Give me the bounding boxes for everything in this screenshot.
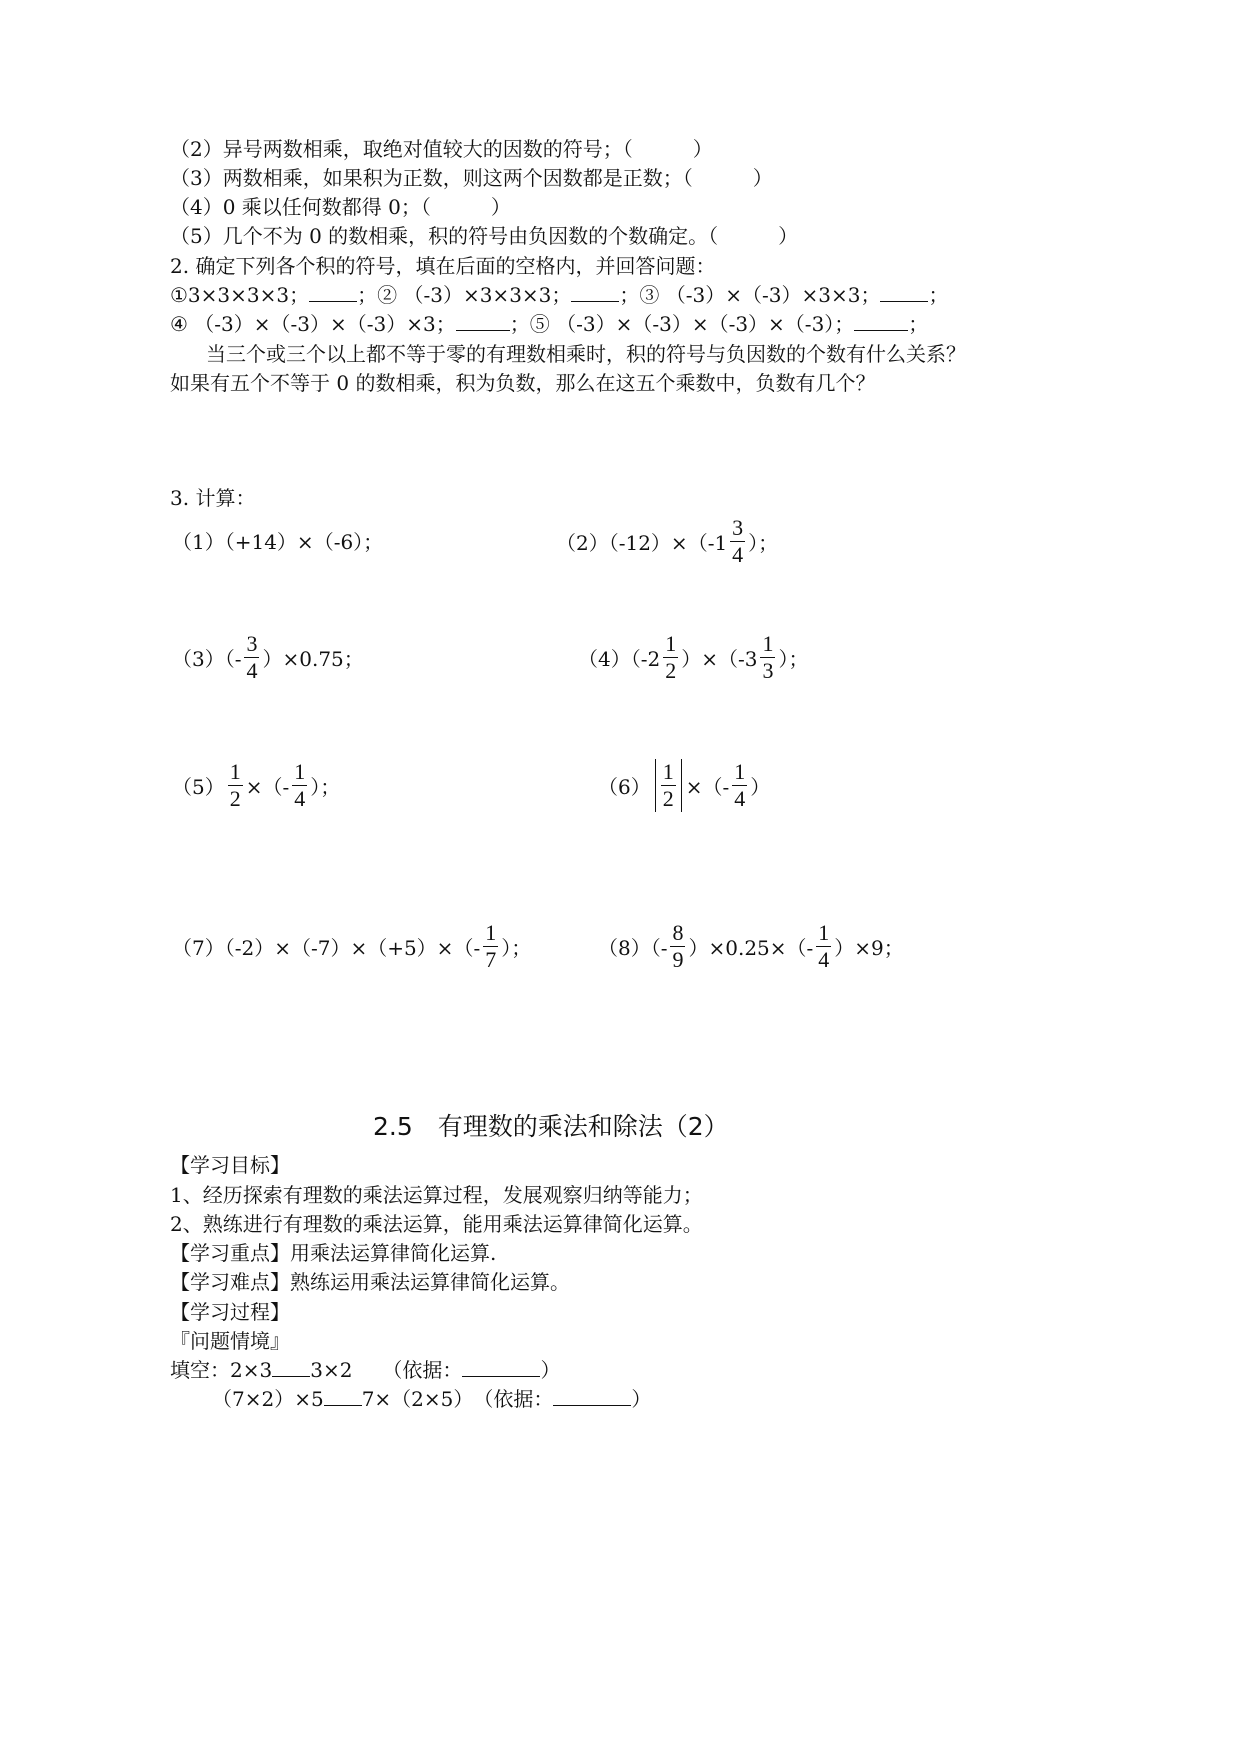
q2-item-4: ④ （-3）×（-3）×（-3）×3； (170, 312, 456, 336)
fraction-numerator: 1 (294, 759, 306, 784)
problem-5 (172, 759, 340, 812)
fill-1-text-a: 填空：2×3 (170, 1358, 273, 1382)
q2-heading: 2. 确定下列各个积的符号，填在后面的空格内，并回答问题： (170, 254, 716, 278)
fill-2-text-a: （7×2）×5 (212, 1387, 324, 1411)
fill-1-text-c: ） (540, 1358, 561, 1382)
q2-blank-2[interactable] (571, 281, 619, 302)
problem-5-pre: （5） (172, 775, 225, 799)
goal-2: 2、熟练进行有理数的乘法运算，能用乘法运算律简化运算。 (170, 1212, 703, 1236)
situation-heading: 『问题情境』 (170, 1329, 290, 1353)
fill-2-text-b: 7×（2×5） （依据： (361, 1387, 554, 1411)
goal-heading: 【学习目标】 (170, 1153, 290, 1177)
fraction-3-4 (244, 631, 259, 684)
problem-2-post: ）； (748, 531, 779, 555)
q2-row2-end: ； (908, 312, 929, 336)
q2-item-5: ；⑤ （-3）×（-3）×（-3）×（-3）； (509, 312, 855, 336)
fill-1-text-b: 3×2 （依据： (310, 1358, 463, 1382)
q2-blank-3[interactable] (880, 281, 928, 302)
problem-4-pre: （4）（-2 (578, 647, 661, 671)
key-point-label: 【学习重点】 (170, 1241, 290, 1265)
fraction-denominator: 9 (672, 947, 684, 972)
fraction-1-7 (483, 920, 498, 973)
fraction-1-4 (732, 759, 747, 812)
problem-3 (172, 631, 364, 684)
q2-item-1: ①3×3×3×3； (170, 283, 310, 307)
judge-item-3: （3）两数相乘，如果积为正数，则这两个因数都是正数；（ ） (170, 166, 773, 190)
problem-7-pre: （7）（-2）×（-7）×（+5）×（- (172, 936, 481, 960)
fraction-1-2 (661, 759, 676, 812)
fraction-denominator: 7 (485, 947, 497, 972)
q2-question-1: 当三个或三个以上都不等于零的有理数相乘时，积的符号与负因数的个数有什么关系？ (206, 342, 966, 366)
difficult-point (170, 1267, 570, 1297)
judge-item-5: （5）几个不为 0 的数相乘，积的符号由负因数的个数确定。（ ） (170, 224, 799, 248)
absolute-value (655, 759, 682, 812)
fill-2-blank[interactable] (324, 1385, 362, 1406)
fraction-1-4 (292, 759, 307, 812)
problem-2 (556, 515, 778, 568)
difficult-point-label: 【学习难点】 (170, 1270, 290, 1294)
q2-row2 (170, 309, 928, 339)
fraction-numerator: 1 (485, 920, 497, 945)
key-point-text: 用乘法运算律简化运算. (290, 1241, 497, 1265)
problem-7 (172, 920, 531, 973)
fraction-denominator: 4 (294, 786, 306, 811)
problem-8-pre: （8）（- (598, 936, 668, 960)
section-title: 2.5 有理数的乘法和除法（2） (373, 1112, 729, 1141)
fraction-numerator: 8 (672, 920, 684, 945)
problem-4-post: ）； (778, 647, 809, 671)
fill-1-basis-blank[interactable] (462, 1356, 540, 1377)
problem-4 (578, 631, 808, 684)
fraction-denominator: 4 (246, 658, 258, 683)
fraction-denominator: 2 (665, 658, 677, 683)
fill-2-text-c: ） (631, 1387, 652, 1411)
problem-1-text: （1）（+14）×（-6）； (172, 530, 384, 554)
fraction-numerator: 1 (662, 759, 674, 784)
fill-1-blank[interactable] (272, 1356, 310, 1377)
q2-blank-1[interactable] (309, 281, 357, 302)
q2-row1-end: ； (928, 283, 949, 307)
problem-4-mid: ）×（-3 (681, 647, 758, 671)
problem-3-pre: （3）（- (172, 647, 242, 671)
fraction-3-4 (730, 515, 745, 568)
q2-blank-5[interactable] (854, 310, 908, 331)
problem-6-mid: ×（- (685, 775, 730, 799)
fraction-1-2 (228, 759, 243, 812)
goal-1: 1、经历探索有理数的乘法运算过程，发展观察归纳等能力； (170, 1183, 703, 1207)
problem-8-mid: ）×0.25×（- (688, 936, 814, 960)
key-point (170, 1238, 496, 1268)
q2-blank-4[interactable] (456, 310, 510, 331)
fraction-denominator: 2 (662, 786, 674, 811)
difficult-point-text: 熟练运用乘法运算律简化运算。 (290, 1270, 570, 1294)
fill-line-2 (212, 1384, 651, 1414)
problem-6-post: ） (750, 775, 771, 799)
fraction-1-3 (760, 631, 775, 684)
fraction-numerator: 1 (818, 920, 830, 945)
fraction-8-9 (670, 920, 685, 973)
fill-2-basis-blank[interactable] (553, 1385, 631, 1406)
problem-5-mid: ×（- (245, 775, 290, 799)
problem-6 (598, 759, 770, 812)
q3-heading: 3. 计算： (170, 486, 256, 510)
fraction-numerator: 3 (246, 631, 258, 656)
problem-3-post: ）×0.75； (262, 647, 364, 671)
fraction-1-4 (816, 920, 831, 973)
problem-1 (172, 526, 383, 555)
problem-5-post: ）； (310, 775, 341, 799)
q2-question-2: 如果有五个不等于 0 的数相乘，积为负数，那么在这五个乘数中，负数有几个？ (170, 371, 876, 395)
problem-6-pre: （6） (598, 775, 651, 799)
fraction-denominator: 3 (762, 658, 774, 683)
fraction-numerator: 1 (762, 631, 774, 656)
q2-row1 (170, 280, 948, 310)
problem-8-post: ）×9； (834, 936, 904, 960)
fraction-numerator: 1 (734, 759, 746, 784)
fraction-numerator: 3 (732, 515, 744, 540)
process-heading: 【学习过程】 (170, 1300, 290, 1324)
fraction-numerator: 1 (229, 759, 241, 784)
judge-item-4: （4）0 乘以任何数都得 0；（ ） (170, 195, 511, 219)
fraction-denominator: 2 (229, 786, 241, 811)
problem-2-pre: （2）（-12）×（-1 (556, 531, 728, 555)
q2-item-3: ；③ （-3）×（-3）×3×3； (619, 283, 881, 307)
fraction-denominator: 4 (732, 542, 744, 567)
fraction-numerator: 1 (665, 631, 677, 656)
fill-line-1 (170, 1355, 560, 1385)
problem-8 (598, 920, 904, 973)
problem-7-post: ）； (501, 936, 532, 960)
fraction-1-2 (663, 631, 678, 684)
fraction-denominator: 4 (734, 786, 746, 811)
fraction-denominator: 4 (818, 947, 830, 972)
judge-item-2: （2）异号两数相乘，取绝对值较大的因数的符号；（ ） (170, 137, 713, 161)
q2-item-2: ；② （-3）×3×3×3； (357, 283, 572, 307)
